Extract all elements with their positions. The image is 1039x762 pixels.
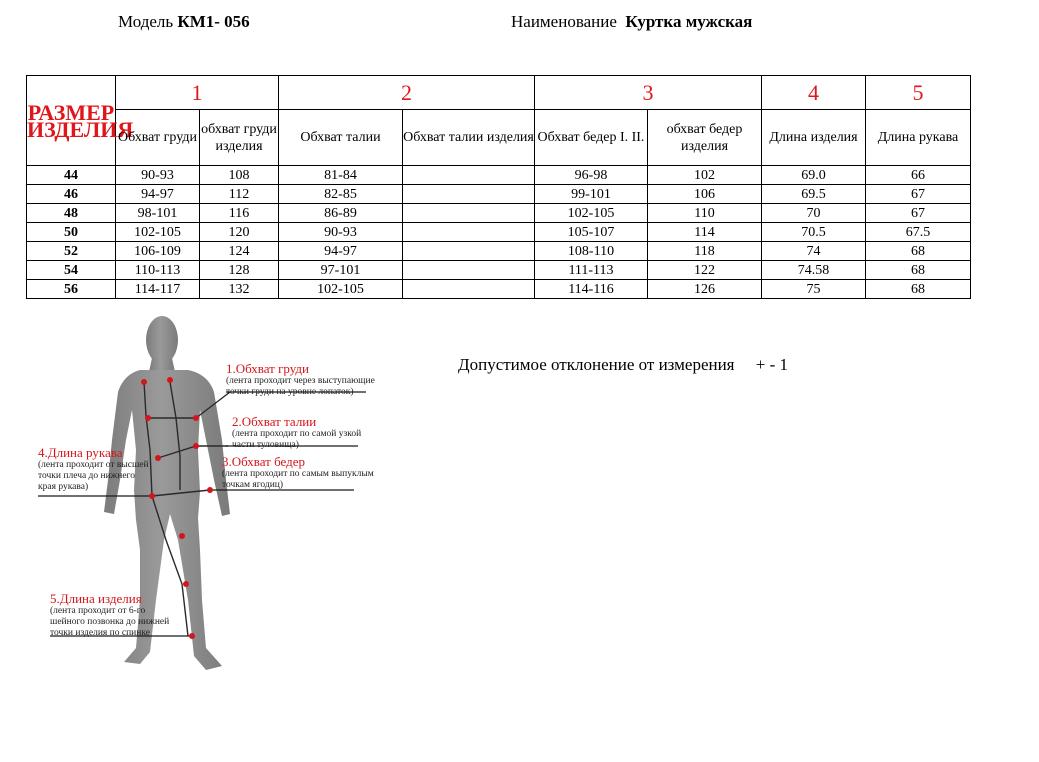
table-cell: 75 (762, 280, 866, 299)
table-cell: 102-105 (535, 204, 648, 223)
table-cell: 122 (648, 261, 762, 280)
size-column-header: РАЗМЕР ИЗДЕЛИЯ (27, 76, 116, 166)
size-table (26, 75, 971, 299)
group-number-2: 2 (279, 76, 535, 110)
size-cell: 52 (27, 242, 116, 261)
callout-hips (222, 455, 374, 491)
model-header (118, 12, 250, 32)
callout-hips-desc: (лента проходит по самым выпуклым (222, 469, 374, 479)
table-cell: 68 (866, 280, 971, 299)
size-cell: 48 (27, 204, 116, 223)
table-cell: 74 (762, 242, 866, 261)
table-cell: 110 (648, 204, 762, 223)
table-row (27, 280, 971, 299)
callout-waist (232, 415, 361, 451)
table-row (27, 185, 971, 204)
table-cell: 97-101 (279, 261, 403, 280)
group-number-1: 1 (116, 76, 279, 110)
table-cell: 102-105 (279, 280, 403, 299)
size-cell: 50 (27, 223, 116, 242)
callout-length-desc: шейного позвонка до нижней (50, 617, 170, 627)
table-cell (403, 280, 535, 299)
table-cell: 68 (866, 242, 971, 261)
callout-chest-desc: точки груди на уровне лопаток) (226, 387, 354, 397)
group-number-5: 5 (866, 76, 971, 110)
column-header: обхват бедер изделия (648, 110, 762, 166)
table-cell: 99-101 (535, 185, 648, 204)
table-cell: 81-84 (279, 166, 403, 185)
table-cell: 67 (866, 185, 971, 204)
table-cell: 120 (200, 223, 279, 242)
table-cell: 108 (200, 166, 279, 185)
table-row (27, 261, 971, 280)
table-cell: 102-105 (116, 223, 200, 242)
size-cell: 44 (27, 166, 116, 185)
group-number-3: 3 (535, 76, 762, 110)
column-header: обхват груди изделия (200, 110, 279, 166)
table-cell (403, 185, 535, 204)
callout-waist-title: 2.Обхват талии (232, 414, 317, 429)
table-cell: 70 (762, 204, 866, 223)
name-label: Наименование (511, 12, 617, 31)
table-row (27, 242, 971, 261)
callout-waist-desc: части туловища) (232, 440, 299, 450)
callout-length-desc: точки изделия по спинке (50, 628, 150, 638)
table-cell (403, 261, 535, 280)
table-cell: 82-85 (279, 185, 403, 204)
column-header: Обхват бедер I. II. (535, 110, 648, 166)
table-cell: 124 (200, 242, 279, 261)
name-value: Куртка мужская (625, 12, 753, 31)
column-header: Длина изделия (762, 110, 866, 166)
table-cell: 106 (648, 185, 762, 204)
table-cell: 108-110 (535, 242, 648, 261)
column-header: Длина рукава (866, 110, 971, 166)
callout-sleeve (38, 446, 149, 493)
table-cell (403, 204, 535, 223)
tolerance-note (458, 355, 788, 375)
table-cell: 69.0 (762, 166, 866, 185)
column-header: Обхват груди (116, 110, 200, 166)
table-cell: 114 (648, 223, 762, 242)
callout-hips-title: 3.Обхват бедер (222, 454, 306, 469)
table-cell: 68 (866, 261, 971, 280)
table-cell: 110-113 (116, 261, 200, 280)
size-cell: 54 (27, 261, 116, 280)
callout-length (50, 592, 169, 639)
callout-sleeve-desc: точки плеча до нижнего (38, 471, 135, 481)
callout-chest-title: 1.Обхват груди (226, 361, 310, 376)
table-cell: 111-113 (535, 261, 648, 280)
table-cell: 114-116 (535, 280, 648, 299)
table-cell: 74.58 (762, 261, 866, 280)
table-cell: 86-89 (279, 204, 403, 223)
size-cell: 56 (27, 280, 116, 299)
table-cell: 126 (648, 280, 762, 299)
table-cell: 67 (866, 204, 971, 223)
table-cell: 105-107 (535, 223, 648, 242)
callout-chest-desc: (лента проходит через выступающие (226, 376, 375, 386)
table-cell (403, 223, 535, 242)
table-cell: 66 (866, 166, 971, 185)
table-row (27, 204, 971, 223)
table-cell: 128 (200, 261, 279, 280)
table-cell (403, 166, 535, 185)
table-row (27, 223, 971, 242)
callout-hips-desc: точкам ягодиц) (222, 480, 284, 490)
table-cell: 102 (648, 166, 762, 185)
measurement-figure (0, 300, 420, 690)
table-cell: 98-101 (116, 204, 200, 223)
table-cell: 90-93 (116, 166, 200, 185)
table-cell: 112 (200, 185, 279, 204)
callout-length-desc: (лента проходит от 6-го (50, 606, 146, 616)
table-cell: 114-117 (116, 280, 200, 299)
table-cell (403, 242, 535, 261)
size-cell: 46 (27, 185, 116, 204)
tolerance-value: + - 1 (755, 355, 788, 374)
name-header (511, 12, 752, 32)
table-cell: 70.5 (762, 223, 866, 242)
table-cell: 116 (200, 204, 279, 223)
callout-waist-desc: (лента проходит по самой узкой (232, 429, 362, 439)
callout-sleeve-title: 4.Длина рукава (38, 445, 123, 460)
model-value: КМ1- 056 (177, 12, 250, 31)
callout-chest (226, 362, 375, 398)
table-cell: 69.5 (762, 185, 866, 204)
table-cell: 132 (200, 280, 279, 299)
group-number-4: 4 (762, 76, 866, 110)
table-cell: 106-109 (116, 242, 200, 261)
table-cell: 94-97 (279, 242, 403, 261)
table-cell: 90-93 (279, 223, 403, 242)
table-cell: 118 (648, 242, 762, 261)
column-header: Обхват талии изделия (403, 110, 535, 166)
tolerance-label: Допустимое отклонение от измерения (458, 355, 735, 374)
callout-length-title: 5.Длина изделия (50, 591, 142, 606)
table-cell: 96-98 (535, 166, 648, 185)
model-label: Модель (118, 12, 174, 31)
table-row (27, 166, 971, 185)
column-header: Обхват талии (279, 110, 403, 166)
callout-sleeve-desc: края рукава) (38, 482, 89, 492)
callout-sleeve-desc: (лента проходит от высшей (38, 460, 149, 470)
table-cell: 94-97 (116, 185, 200, 204)
table-cell: 67.5 (866, 223, 971, 242)
